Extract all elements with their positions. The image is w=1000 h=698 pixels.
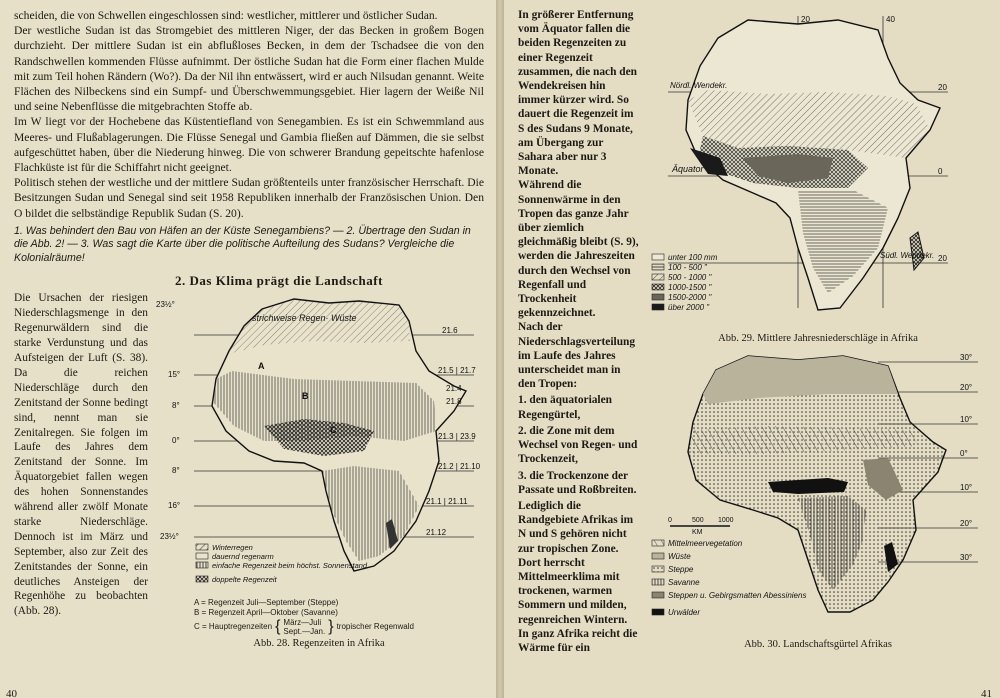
legend-item: unter 100 mm	[668, 253, 718, 262]
left-column-text: Die Ursachen der riesigen Niederschlagsmenge in den Regenurwäldern sind die starke Verdunstung und das Aufsteigen der Luft (S. 38). Da die reichen Niederschläge durch den Zenitstand der Sonne bedingt sind, nennt man sie Zenitalregen. Sie folgen im Laufe des Jahres dem Zenitstand der Sonne. Im Äquatorgebiet fallen wegen des hohen Sonnenstandes während aller zwölf Monate starke Niederschläge. Dennoch ist im März und September, also zur Zeit des Zenitstandes der Sonne, ein deutliches Ansteigen der Regenhöhe zu beobachten (Abb. 28).	[14, 292, 148, 618]
legend-item: über 2000 "	[668, 303, 710, 312]
scale-label: 1000	[718, 517, 734, 524]
legend-item: 1500-2000 "	[668, 293, 712, 302]
paragraph: Im W liegt vor der Hochebene das Küstentiefland von Senegambien. Es ist ein Schwemmland aus Meeres- und Flußablagerungen. Die Flüsse Senegal und Gambia fließen auf Dämmen, die sie selbst aufgeschüttet haben, über die Niederung hinweg. Die von schwerer Brandung gepeitschte hafenlose Flachküste ist für die Schiffahrt nicht geeignet.	[14, 115, 484, 175]
date-label: 21.5 | 21.7	[438, 366, 476, 376]
date-label: 21.8	[446, 397, 462, 407]
gutter	[496, 0, 504, 698]
paragraph: Während die Sonnenwärme in den Tropen das ganze Jahr über ziemlich gleichmäßig bleibt (S. 9), werden die Jahreszeiten durch den Wechsel von Regenfall und Trockenheit gekennzeichnet.	[518, 179, 639, 320]
abc-key	[194, 598, 484, 636]
legend-item: 500 - 1000 "	[668, 273, 712, 282]
precipitation-map	[648, 8, 988, 326]
paragraph: scheiden, die von Schwellen eingeschlossen sind: westlicher, mittlerer und östlicher Sudan.	[14, 9, 438, 22]
figures-right	[648, 8, 988, 655]
rain-season-map	[154, 291, 484, 603]
lat-label: 20°	[960, 519, 973, 528]
legend-item: einfache Regenzeit beim höchst. Sonnenstand	[212, 561, 368, 571]
map28-top-label: strichweise Regen· Wüste	[252, 313, 357, 324]
legend-item: dauernd regenarm	[212, 552, 274, 562]
date-label: 21.2 | 21.10	[438, 462, 481, 472]
lat-label: 30°	[960, 553, 973, 562]
date-label: 21.6	[442, 326, 458, 336]
date-label: 21.1 | 21.11	[426, 497, 468, 507]
list-item: 1. den äquatorialen Regengürtel,	[518, 394, 612, 421]
line-label: Südl. Wendekr.	[880, 251, 935, 260]
right-column-text	[518, 8, 640, 655]
lat-label: 16°	[168, 501, 181, 511]
date-label: 21.12	[426, 528, 447, 538]
figure-28	[154, 291, 484, 649]
lat-label: 0	[938, 167, 943, 176]
figure-caption: Abb. 28. Regenzeiten in Afrika	[253, 638, 385, 650]
lat-label: 10°	[960, 483, 973, 492]
legend-item: Steppe	[668, 565, 694, 574]
legend-item: Urwälder	[668, 608, 701, 617]
lat-label: 23½°	[156, 300, 175, 310]
legend-item: doppelte Regenzeit	[212, 575, 277, 585]
abc-line-c: C = Hauptregenzeiten { März—Juli Sept.—Jan. } tropischer Regenwald	[194, 618, 414, 637]
section-title: 2. Das Klima prägt die Landschaft	[175, 273, 383, 289]
scale-label: KM	[692, 529, 703, 536]
lat-label: 20	[938, 254, 947, 263]
paragraph: Politisch stehen der westliche und der mittlere Sudan größtenteils unter französischer Herrschaft. Die Besitzungen Sudan und Senegal sind seit 1958 Republiken innerhalb der Französischen Union. Den O bildet die selbständige Republik Sudan (S. 20).	[14, 176, 484, 220]
legend-item: Winterregen	[212, 543, 253, 553]
lat-label: 20°	[960, 383, 973, 392]
lat-label: 0°	[172, 436, 180, 446]
figure-29	[648, 8, 988, 344]
legend-item: Wüste	[668, 552, 691, 561]
paragraph: Lediglich die Randgebiete Afrikas im N und S gehören nicht zur tropischen Zone. Dort herrscht Mittelmeerklima mit trockenen, warmen Sommern und milden, regenreichen Wintern.	[518, 499, 634, 626]
lat-label: 30°	[960, 353, 973, 362]
questions: 1. Was behindert den Bau von Häfen an der Küste Senegambiens? — 2. Übertrage den Sudan in die Abb. 2! — 3. Was sagt die Karte über die politische Aufteilung des Sudans? Vergleiche die Kolonialräume!	[14, 224, 471, 264]
line-label: Äquator	[672, 164, 704, 174]
legend-item: Steppen u. Gebirgsmatten Abessiniens	[668, 591, 807, 600]
zone-list	[518, 393, 640, 496]
scale-label: 0	[668, 517, 672, 524]
legend-item: 1000-1500 "	[668, 283, 712, 292]
zone-letter: C	[330, 425, 337, 436]
lat-label: 0°	[960, 449, 968, 458]
abc-line: A = Regenzeit Juli—September (Steppe)	[194, 598, 339, 608]
list-item: 2. die Zone mit dem Wechsel von Regen- und Trockenzeit,	[518, 424, 638, 466]
lat-label: 20	[938, 83, 947, 92]
lon-label: 40	[886, 15, 895, 24]
legend-item: 100 - 500 "	[668, 263, 707, 272]
legend-item: Mittelmeervegetation	[668, 539, 743, 548]
figure-caption: Abb. 29. Mittlere Jahresniederschläge in Afrika	[718, 333, 918, 344]
page-number: 40	[6, 688, 17, 698]
line-label: Nördl. Wendekr.	[670, 81, 728, 90]
scale-label: 500	[692, 517, 704, 524]
abc-line: B = Regenzeit April—Oktober (Savanne)	[194, 608, 338, 618]
paragraph: In ganz Afrika reicht die Wärme für ein	[518, 627, 638, 654]
right-page	[504, 0, 1000, 698]
lat-label: 15°	[168, 370, 181, 380]
date-label: 21.3 | 23.9	[438, 432, 476, 442]
lon-label: 20	[801, 15, 810, 24]
paragraph: In größerer Entfernung vom Äquator fallen die beiden Regenzeiten zu einer Regenzeit zusammen, die nach den Wendekreisen hin immer kürzer wird. So dauert die Regenzeit im S des Sudans 9 Monate, am Übergang zur Sahara aber nur 3 Monate.	[518, 9, 637, 178]
lat-label: 8°	[172, 401, 180, 411]
lat-label: 23½°	[160, 532, 179, 542]
intro-text	[14, 8, 484, 221]
lat-label: 8°	[172, 466, 180, 476]
left-page	[0, 0, 496, 698]
zone-letter: B	[302, 391, 309, 402]
figure-30	[648, 350, 988, 650]
date-label: 21.4	[446, 384, 462, 394]
figure-caption: Abb. 30. Landschaftsgürtel Afrikas	[744, 639, 892, 650]
landscape-belts-map	[648, 350, 988, 636]
paragraph: Nach der Niederschlagsverteilung im Laufe des Jahres unterscheidet man in den Tropen:	[518, 321, 636, 391]
page-number: 41	[981, 688, 992, 698]
paragraph: Der westliche Sudan ist das Stromgebiet des mittleren Niger, der das Becken in großem Bogen durchzieht. Der mittlere Sudan ist ein abflußloses Becken, in dem der Tschadsee die von den Randschwellen kommenden Flüsse aufnimmt. Der östliche Sudan hat die Form einer flachen Mulde mit zum Teil hohen Rändern (Wo?). Da der Nil ihn entwässert, wird er auch Nilsudan genannt. Weite Flächen des Nilbeckens sind ein Sumpf- und Überschwemmungsgebiet. Hier lagern der Weiße Nil und seine Nebenflüsse die mitgebrachten Stoffe ab.	[14, 24, 484, 114]
legend-item: Savanne	[668, 578, 700, 587]
list-item: 3. die Trockenzone der Passate und Roßbreiten.	[518, 469, 637, 496]
lat-label: 10°	[960, 415, 973, 424]
zone-letter: A	[258, 361, 265, 372]
